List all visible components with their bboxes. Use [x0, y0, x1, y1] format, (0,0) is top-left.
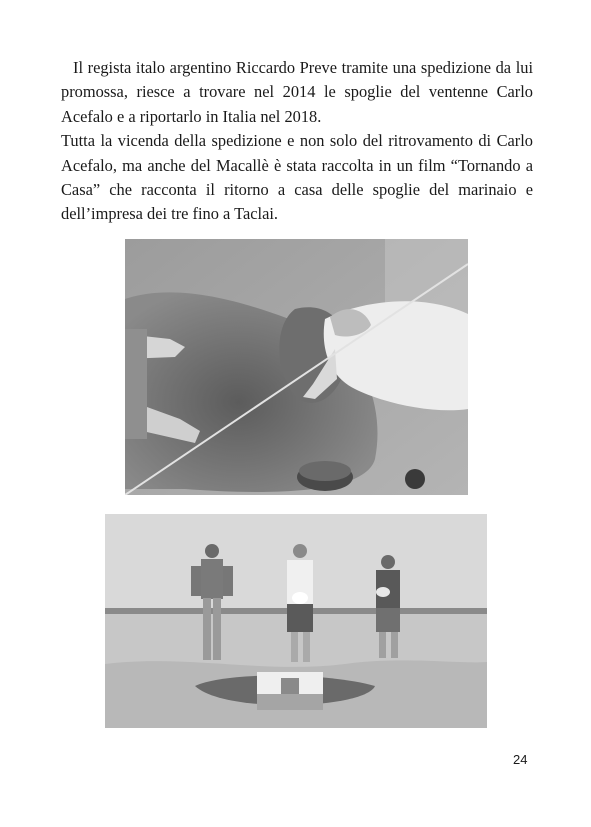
body-text — [61, 56, 533, 227]
paragraph-1: Il regista italo argentino Riccardo Preve tramite una spedizione da lui promossa, riesce a trovare nel 2014 le spoglie del ventenne Carlo Acefalo e a riportarlo in Italia nel 2018. — [61, 58, 533, 126]
desert-ceremony-photo — [105, 514, 487, 728]
page-number: 24 — [513, 752, 528, 767]
paragraph-2: Tutta la vicenda della spedizione e non solo del ritrovamento di Carlo Acefalo, ma anche del Macallè è stata raccolta in un film “Tornando a Casa” che racconta il ritorno a casa delle spoglie del marinaio e dell’impresa dei tre fino a Taclai. — [61, 131, 533, 224]
excavation-photo — [125, 239, 468, 495]
